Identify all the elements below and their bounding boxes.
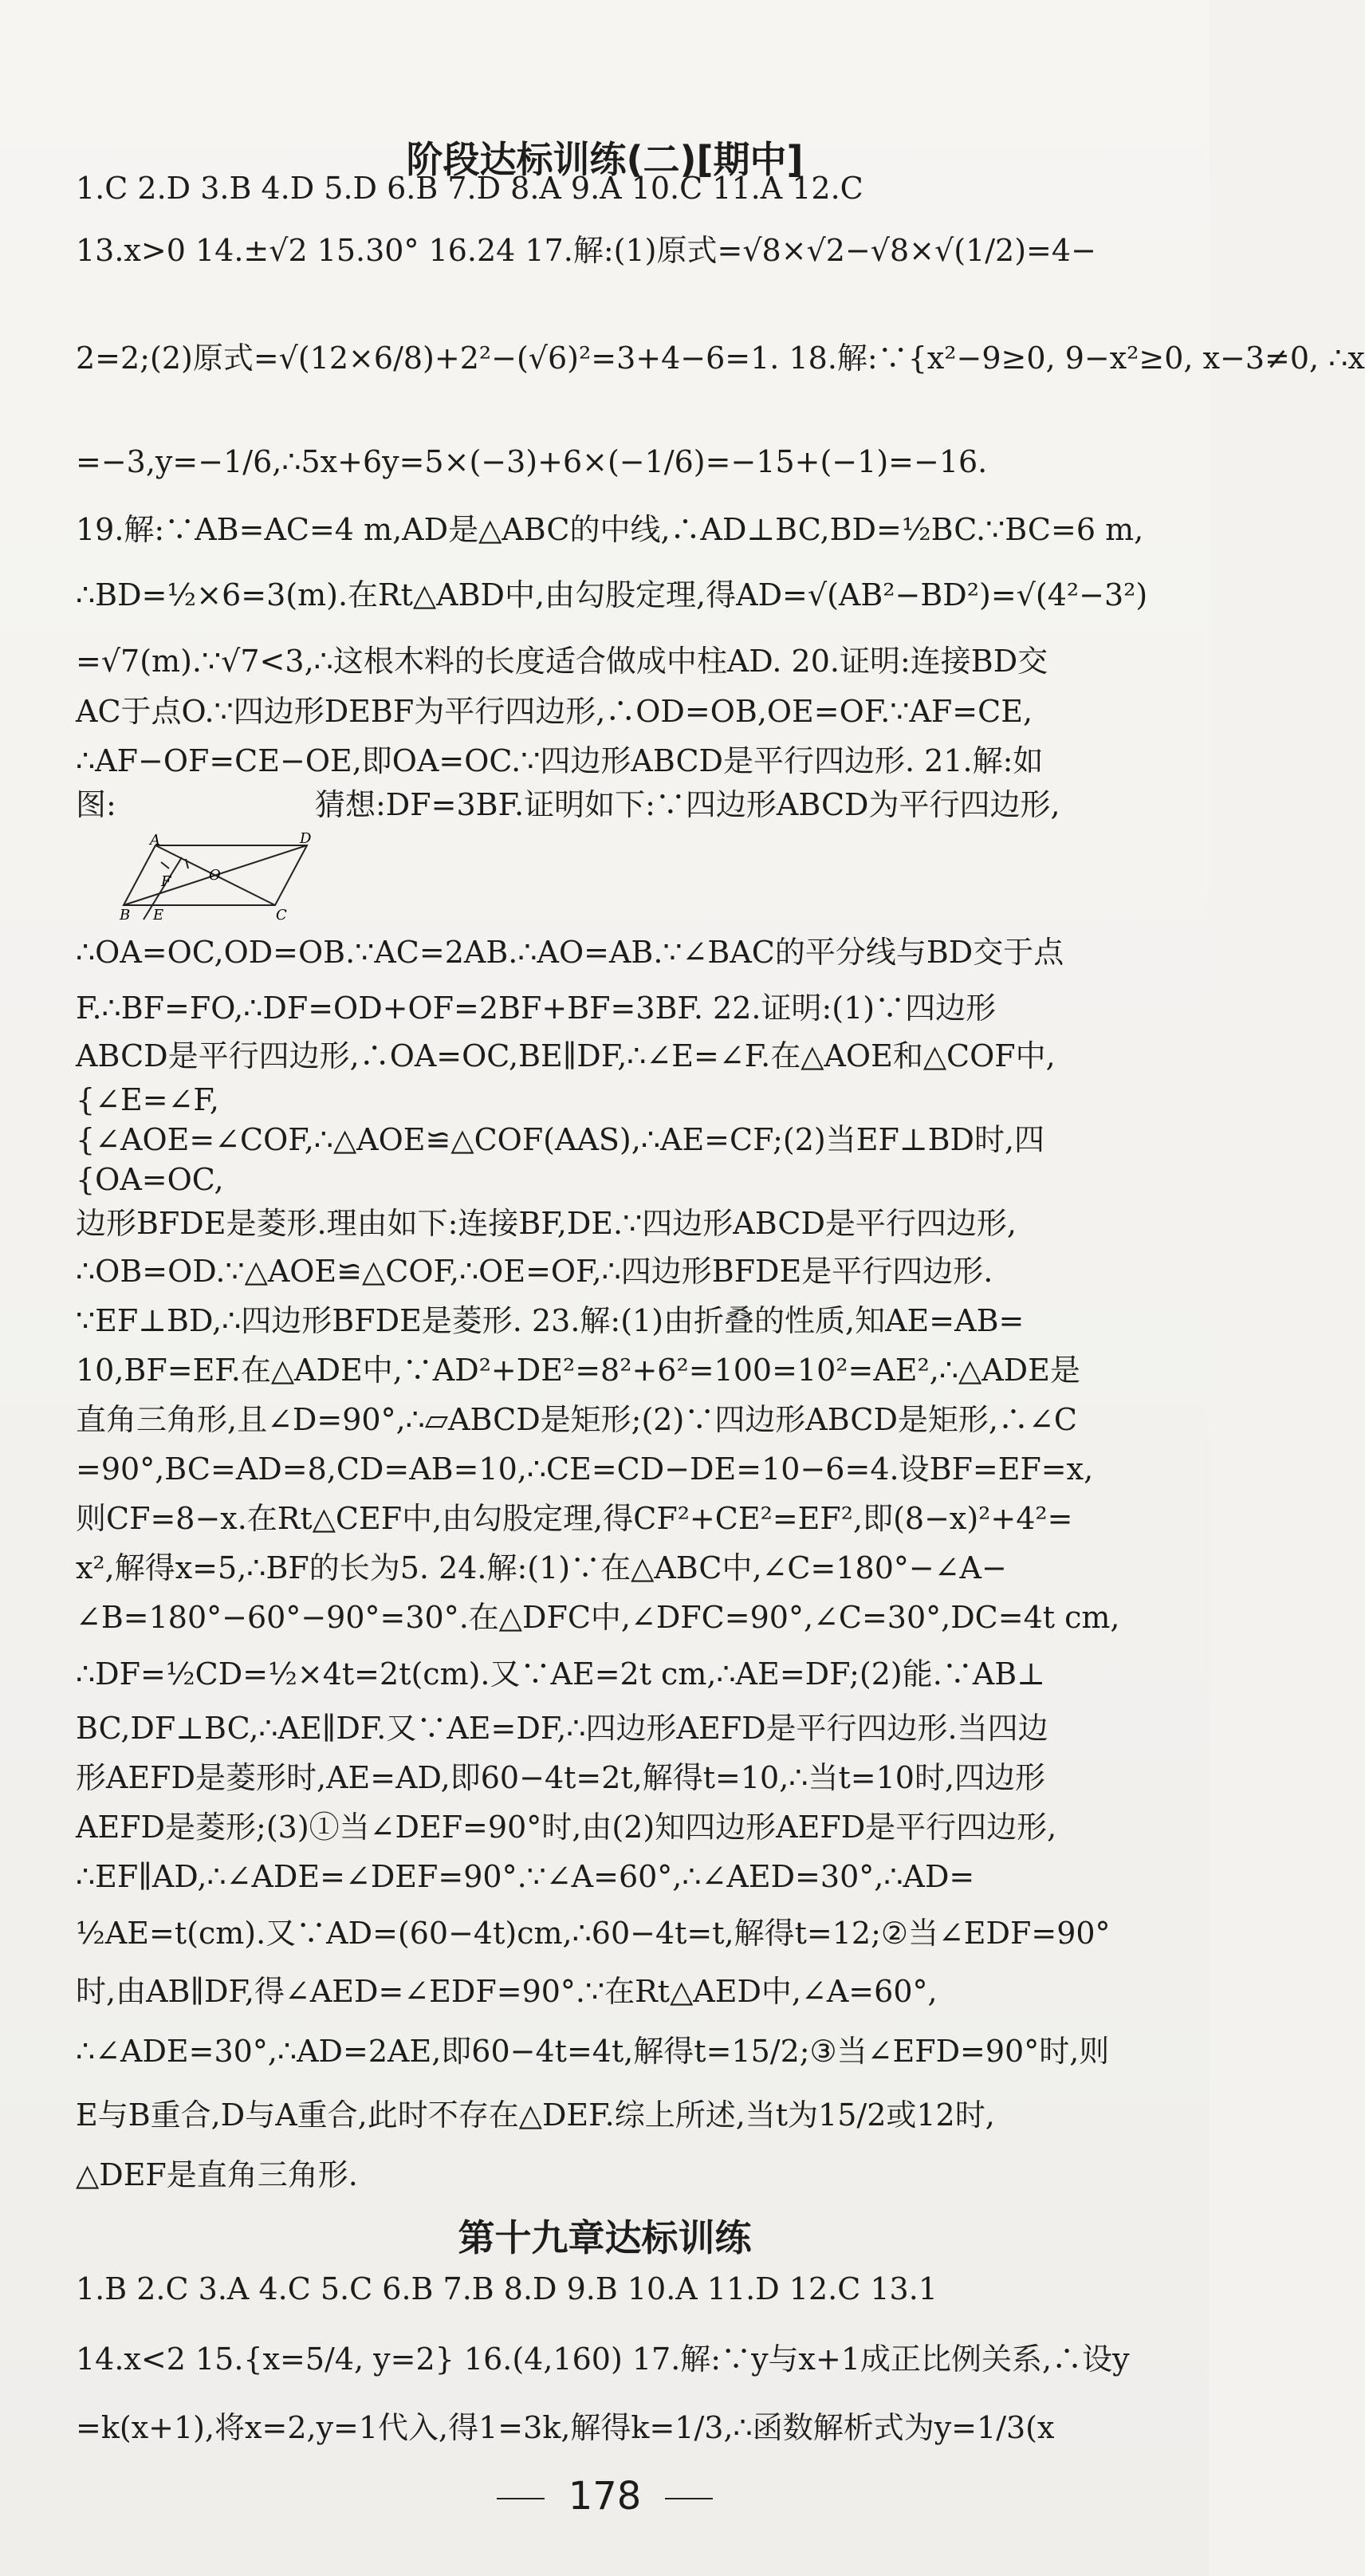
text-line: ∵EF⊥BD,∴四边形BFDE是菱形. 23.解:(1)由折叠的性质,知AE=AB= xyxy=(76,1303,1025,1338)
text-line: ABCD是平行四边形,∴OA=OC,BE∥DF,∴∠E=∠F.在△AOE和△COF中, xyxy=(76,1038,1056,1073)
text-line: 1.B 2.C 3.A 4.C 5.C 6.B 7.B 8.D 9.B 10.A 11.D 12.C 13.1 xyxy=(76,2271,938,2306)
text-line: 猜想:DF=3BF.证明如下:∵四边形ABCD为平行四边形, xyxy=(315,787,1060,822)
text-line: =√7(m).∵√7<3,∴这根木料的长度适合做成中柱AD. 20.证明:连接BD交 xyxy=(76,644,1048,679)
text-line: {∠AOE=∠COF,∴△AOE≌△COF(AAS),∴AE=CF;(2)当EF⊥BD时,四 xyxy=(76,1122,1045,1157)
point-label: B xyxy=(120,907,131,924)
text-line: ∠B=180°−60°−90°=30°.在△DFC中,∠DFC=90°,∠C=30°,DC=4t cm, xyxy=(76,1600,1120,1635)
text-line: 10,BF=EF.在△ADE中,∵AD²+DE²=8²+6²=100=10²=AE²,∴△ADE是 xyxy=(76,1353,1080,1388)
point-label: O xyxy=(209,867,221,884)
point-label: C xyxy=(276,907,287,924)
parallelogram-figure xyxy=(120,830,312,924)
section-title-chapter19: 第十九章达标训练 xyxy=(458,2216,752,2259)
text-line: ∴∠ADE=30°,∴AD=2AE,即60−4t=4t,解得t=15/2;③当∠EFD=90°时,则 xyxy=(76,2034,1110,2069)
text-line: ∴OA=OC,OD=OB.∵AC=2AB.∴AO=AB.∵∠BAC的平分线与BD交于点 xyxy=(76,935,1064,970)
text-line: =k(x+1),将x=2,y=1代入,得1=3k,解得k=1/3,∴函数解析式为y=1/3(x xyxy=(76,2410,1055,2445)
text-line: ½AE=t(cm).又∵AD=(60−4t)cm,∴60−4t=t,解得t=12;②当∠EDF=90° xyxy=(76,1916,1111,1951)
text-line: {∠E=∠F, xyxy=(76,1082,219,1117)
text-line: 19.解:∵AB=AC=4 m,AD是△ABC的中线,∴AD⊥BC,BD=½BC.∵BC=6 m, xyxy=(76,512,1144,547)
section-title-midterm: 阶段达标训练(二)[期中] xyxy=(406,138,804,181)
text-line: 13.x>0 14.±√2 15.30° 16.24 17.解:(1)原式=√8×√2−√8×√(1/2)=4− xyxy=(76,233,1096,268)
text-line: 则CF=8−x.在Rt△CEF中,由勾股定理,得CF²+CE²=EF²,即(8−x)²+4²= xyxy=(76,1501,1073,1536)
text-line: BC,DF⊥BC,∴AE∥DF.又∵AE=DF,∴四边形AEFD是平行四边形.当四边 xyxy=(76,1711,1048,1746)
text-line: =90°,BC=AD=8,CD=AB=10,∴CE=CD−DE=10−6=4.设BF=EF=x, xyxy=(76,1451,1094,1487)
page-number: 178 xyxy=(568,2474,642,2519)
text-line: △DEF是直角三角形. xyxy=(76,2157,358,2192)
point-label: D xyxy=(300,830,312,847)
text-line: 直角三角形,且∠D=90°,∴▱ABCD是矩形;(2)∵四边形ABCD是矩形,∴∠C xyxy=(76,1402,1077,1437)
text-line: ∴BD=½×6=3(m).在Rt△ABD中,由勾股定理,得AD=√(AB²−BD²)=√(4²−3²) xyxy=(76,577,1148,612)
text-line: E与B重合,D与A重合,此时不存在△DEF.综上所述,当t为15/2或12时, xyxy=(76,2097,995,2133)
dash-right xyxy=(665,2498,713,2499)
point-label: F xyxy=(161,873,171,890)
text-line: ∴DF=½CD=½×4t=2t(cm).又∵AE=2t cm,∴AE=DF;(2)能.∵AB⊥ xyxy=(76,1656,1045,1692)
text-line: 2=2;(2)原式=√(12×6/8)+2²−(√6)²=3+4−6=1. 18.解:∵{x²−9≥0, 9−x²≥0, x−3≠0, ∴x xyxy=(76,341,1365,376)
text-line: 边形BFDE是菱形.理由如下:连接BF,DE.∵四边形ABCD是平行四边形, xyxy=(76,1206,1017,1241)
text-line: 1.C 2.D 3.B 4.D 5.D 6.B 7.D 8.A 9.A 10.C 11.A 12.C xyxy=(76,171,863,206)
figure-label: 图: xyxy=(76,787,116,822)
text-line: {OA=OC, xyxy=(76,1162,224,1197)
text-line: 形AEFD是菱形时,AE=AD,即60−4t=2t,解得t=10,∴当t=10时,四边形 xyxy=(76,1760,1046,1795)
page-number-row xyxy=(0,2472,1210,2520)
text-line: x²,解得x=5,∴BF的长为5. 24.解:(1)∵在△ABC中,∠C=180°−∠A− xyxy=(76,1550,1007,1585)
text-line: AEFD是菱形;(3)①当∠DEF=90°时,由(2)知四边形AEFD是平行四边形, xyxy=(76,1810,1057,1845)
point-label: E xyxy=(153,907,164,924)
text-line: 14.x<2 15.{x=5/4, y=2} 16.(4,160) 17.解:∵y与x+1成正比例关系,∴设y xyxy=(76,2342,1130,2377)
point-label: A xyxy=(150,832,160,849)
text-line: AC于点O.∵四边形DEBF为平行四边形,∴OD=OB,OE=OF.∵AF=CE, xyxy=(76,694,1033,729)
text-line: ∴EF∥AD,∴∠ADE=∠DEF=90°.∵∠A=60°,∴∠AED=30°,∴AD= xyxy=(76,1859,975,1894)
text-line: ∴AF−OF=CE−OE,即OA=OC.∵四边形ABCD是平行四边形. 21.解:如 xyxy=(76,743,1044,778)
text-line: 时,由AB∥DF,得∠AED=∠EDF=90°.∵在Rt△AED中,∠A=60°, xyxy=(76,1974,938,2009)
text-line: ∴OB=OD.∵△AOE≌△COF,∴OE=OF,∴四边形BFDE是平行四边形. xyxy=(76,1254,993,1289)
text-line: =−3,y=−1/6,∴5x+6y=5×(−3)+6×(−1/6)=−15+(−1)=−16. xyxy=(76,444,988,479)
text-line: F.∴BF=FO,∴DF=OD+OF=2BF+BF=3BF. 22.证明:(1)∵四边形 xyxy=(76,991,997,1026)
dash-left xyxy=(497,2498,545,2499)
